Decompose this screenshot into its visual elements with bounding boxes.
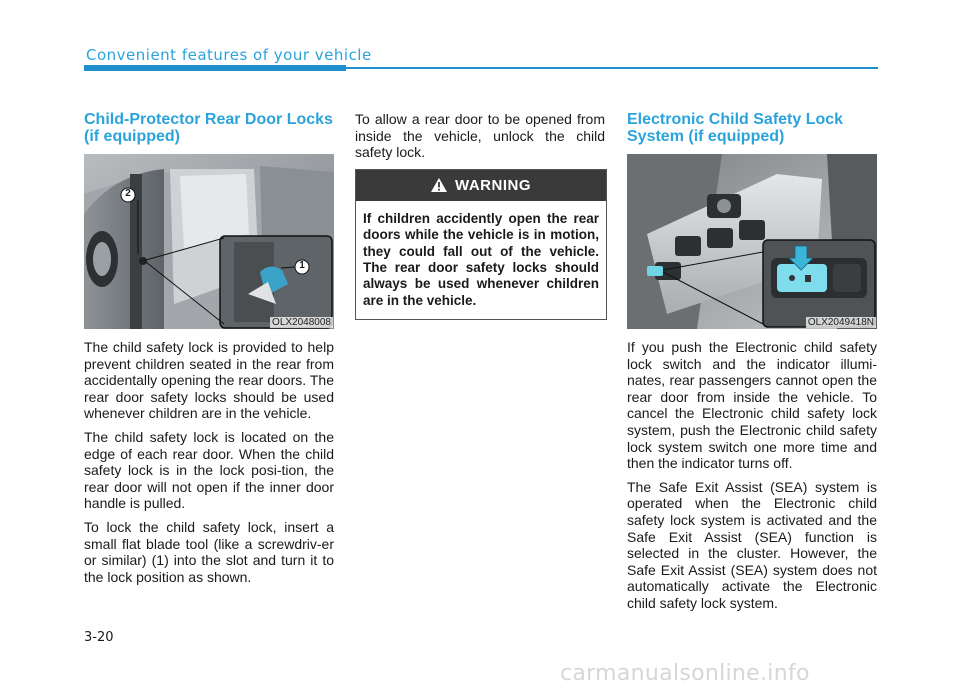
figure-electronic-lock — [627, 154, 877, 329]
paragraph: The Safe Exit Assist (SEA) system is operated when the Electronic child safety lock system is activated and the Safe Exit Assist (SEA) function is selected in the cluster. However, the Safe Exit Assist (SEA) system does not automatically activate the Electronic child safety lock system. — [627, 478, 877, 611]
figure-rear-door-lock — [84, 154, 334, 329]
section-heading-electronic-lock: Electronic Child Safety Lock System (if equipped) — [627, 111, 844, 145]
header-title: Convenient features of your vehicle — [86, 46, 372, 64]
header-rule-thick — [84, 65, 346, 71]
paragraph: To allow a rear door to be opened from inside the vehicle, unlock the child safety lock. — [355, 111, 605, 161]
callout-1: 1 — [299, 260, 305, 271]
callout-2: 2 — [125, 188, 131, 199]
header-rule-thin — [346, 67, 878, 69]
figure-code: OLX2049418N — [807, 317, 874, 328]
paragraph: If you push the Electronic child safety lock switch and the indicator illumi-nates, rear passengers cannot open the rear door from inside the vehicle. To cancel the Electronic child safety lock system, push the Electronic child safety lock system switch one more time and then the indicator turns off. — [627, 339, 877, 472]
paragraph: The child safety lock is located on the edge of each rear door. When the child safety lock is in the lock posi-tion, the rear door will not open if the inner door handle is pulled. — [84, 428, 334, 512]
paragraph: The child safety lock is provided to help prevent children seated in the rear from accidentally opening the rear doors. The rear door safety locks should be used whenever children are in the vehicle. — [84, 339, 334, 422]
warning-box — [355, 169, 607, 320]
column-middle — [355, 111, 605, 320]
warning-body: If children accidently open the rear doors while the vehicle is in motion, they could fall out of the vehicle. The rear door safety locks should always be used whenever children are in the vehicle. — [363, 210, 599, 308]
electronic-lock-switch-illustration — [627, 154, 877, 329]
warning-triangle-icon — [431, 178, 447, 192]
paragraph: To lock the child safety lock, insert a small flat blade tool (like a screwdriv-er or similar) (1) into the slot and turn it to the lock position as shown. — [84, 518, 334, 585]
column-left — [84, 111, 334, 592]
warning-title: WARNING — [455, 176, 531, 194]
section-heading-child-protector: Child-Protector Rear Door Locks (if equipped) — [84, 111, 333, 145]
watermark-text: carmanualsonline.info — [560, 661, 810, 686]
page-number: 3-20 — [84, 630, 114, 645]
rear-door-illustration — [84, 154, 334, 329]
column-right — [627, 111, 877, 619]
warning-header — [356, 170, 606, 201]
figure-code: OLX2048008 — [272, 317, 331, 328]
